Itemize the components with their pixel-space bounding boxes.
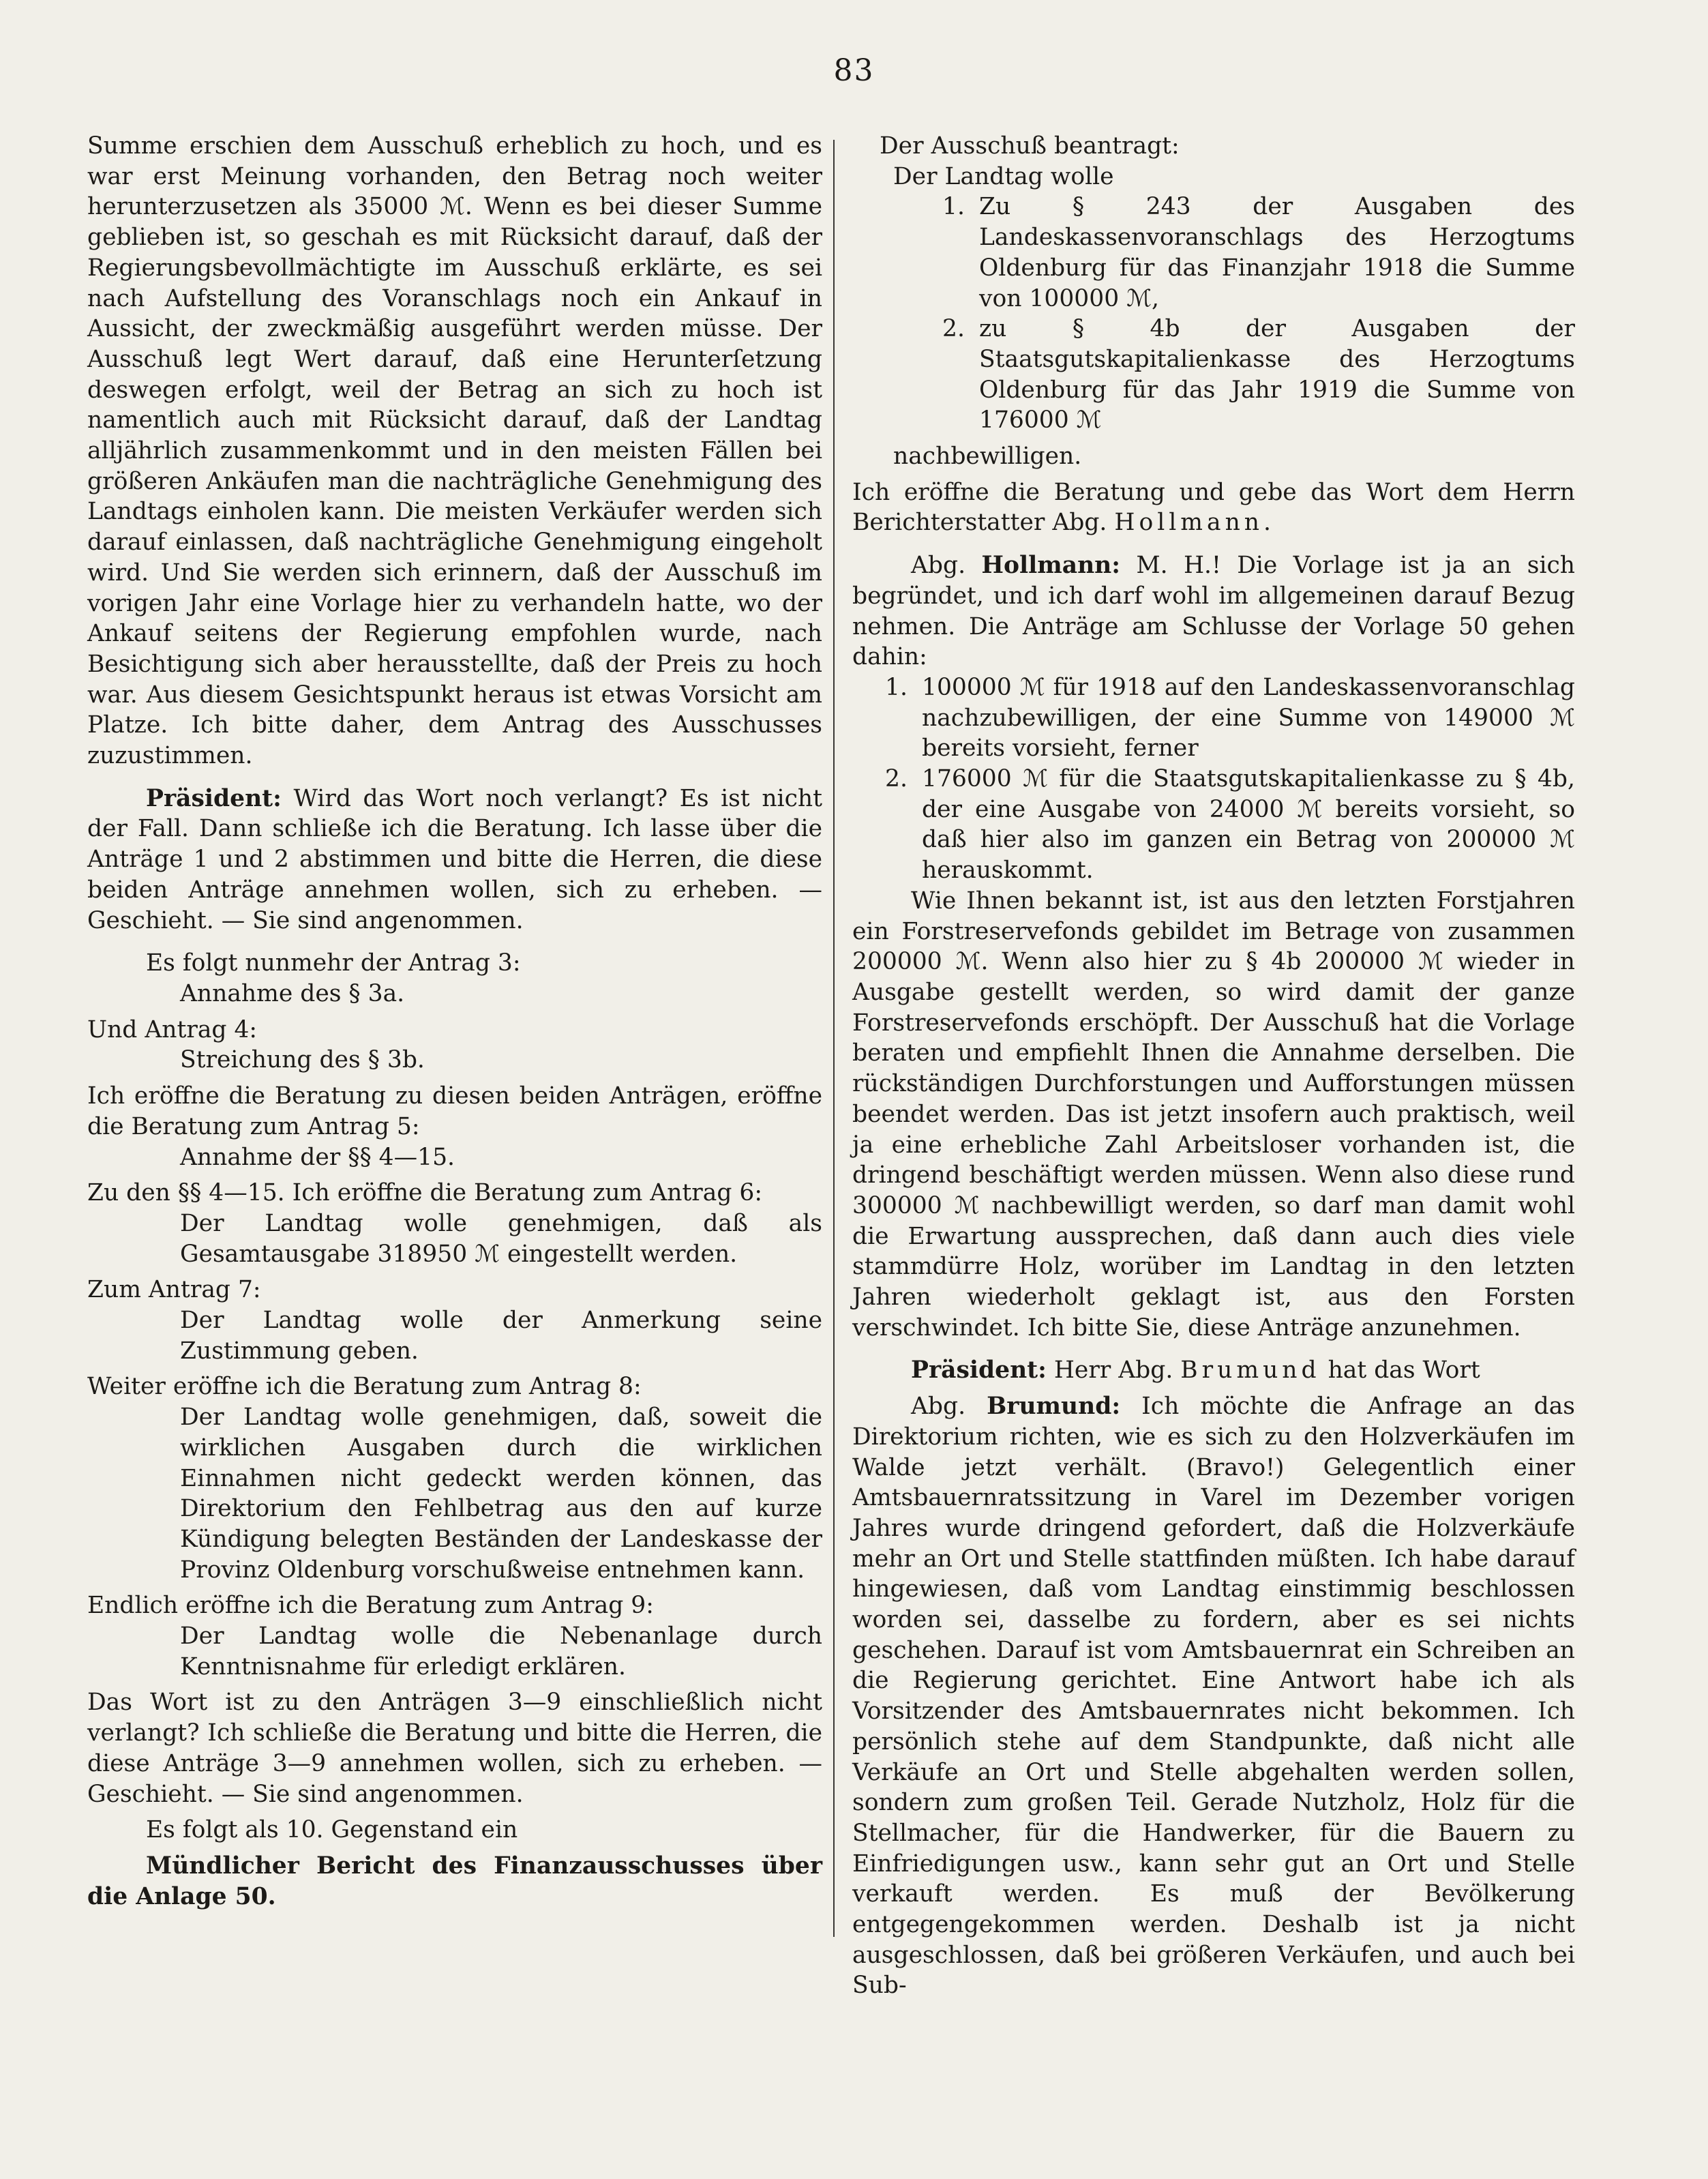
speech-text: Ich möchte die Anfrage an das Direktorium richten, wie es sich zu den Holzverkäufen im Walde jetzt verhält. (Bravo!) Gelegentlich einer Amtsbauernratssitzung in Varel im Dezember vorigen Jahres wurde dringend gefordert, daß die Holzverkäufe mehr an Ort und Stelle stattfinden müßten. Ich habe darauf hingewiesen, daß vom Landtag einstimmig beschlossen worden sei, dasselbe zu fordern, aber es sei nichts geschehen. Darauf ist vom Amtsbauernrat ein Schreiben an die Regierung gerichtet. Eine Antwort habe ich als Vorsitzender des Amtsbauernrates nicht bekommen. Ich persönlich stehe auf dem Standpunkte, daß nicht alle Verkäufe an Ort und Stelle abgehalten werden sollen, sondern zum großen Teil. Gerade Nutzholz, Holz für die Stellmacher, für die Handwerker, für die Bauern zu Einfriedigungen usw., kann sehr gut an Ort und Stelle verkauft werden. Es muß der Bevölkerung entgegengekommen werden. Deshalb ist ja nicht ausgeschlossen, daß bei größeren Verkäufen, und auch bei Sub-: [852, 1393, 1576, 2000]
paragraph: Es folgt als 10. Gegenstand ein: [146, 1816, 518, 1844]
text: Ich eröffne die Beratung und gebe das Wort dem Herrn Berichterstatter Abg.: [852, 478, 1575, 537]
speech-text: Wird das Wort noch verlangt? Es ist nicht der Fall. Dann schließe ich die Beratung. Ich lasse über die Anträge 1 und 2 abstimmen und bitte die Herren, die diese beiden Anträge annehmen wollen, sich zu erheben. — Geschieht. — Sie sind angenommen.: [87, 784, 822, 934]
motion-item: [852, 672, 1575, 764]
motion-text: Der Landtag wolle der Anmerkung seine Zustimmung geben.: [180, 1307, 822, 1365]
motion-item: [852, 764, 1575, 886]
agenda-heading: Mündlicher Bericht des Finanzausschusses über die Anlage 50.: [87, 1852, 822, 1910]
speaker-label: Brumund:: [987, 1393, 1121, 1421]
motion-text: Annahme der §§ 4—15.: [180, 1143, 455, 1171]
paragraph: [852, 477, 1575, 538]
column-divider: [833, 140, 835, 1937]
speaker-label: Präsident:: [146, 784, 282, 812]
left-column: [87, 131, 822, 1912]
paragraph: Der Ausschuß beantragt:: [880, 132, 1180, 160]
text: hat das Wort: [1328, 1357, 1480, 1384]
motion-text: Annahme des § 3a.: [180, 979, 405, 1007]
paragraph: Zu den §§ 4—15. Ich eröffne die Beratung zum Antrag 6:: [87, 1179, 762, 1207]
paragraph: Summe erschien dem Ausschuß erheblich zu hoch, und es war erst Meinung vorhanden, den Betrag noch weiter herunterzusetzen als 35000 ℳ. Wenn es bei dieser Summe geblieben ist, so geschah es mit Rücksicht darauf, daß der Regierungsbevollmächtigte im Ausschuß erklärte, es sei nach Aufstellung des Voranschlags noch ein Ankauf in Aussicht, der zweckmäßig ausgeführt werden müsse. Der Ausschuß legt Wert darauf, daß eine Herunterſetzung deswegen erfolgt, weil der Betrag an sich zu hoch ist namentlich auch mit Rücksicht darauf, daß der Landtag alljährlich zusammenkommt und in den meisten Fällen bei größeren Ankäufen man die nachträgliche Genehmigung des Landtags einholen kann. Die meisten Verkäufer werden sich darauf einlassen, daß nachträgliche Genehmigung eingeholt wird. Und Sie werden sich erinnern, daß der Ausschuß im vorigen Jahr eine Vorlage hier zu verhandeln hatte, wo der Ankauf seitens der Regierung empfohlen wurde, nach Besichtigung sich aber herausstellte, daß der Preis zu hoch war. Aus diesem Gesichtspunkt heraus ist etwas Vorsicht am Platze. Ich bitte daher, dem Antrag des Ausschusses zuzustimmen.: [87, 132, 822, 770]
speech-text: M. H.! Die Vorlage ist ja an sich begründet, und ich darf wohl im allgemeinen darauf Bezug nehmen. Die Anträge am Schlusse der Vorlage 50 gehen dahin:: [852, 552, 1576, 671]
paragraph: [852, 1355, 1575, 1386]
page-number: 83: [833, 53, 875, 88]
paragraph: Zum Antrag 7:: [87, 1276, 261, 1304]
paragraph: nachbewilligen.: [893, 443, 1082, 471]
motion-text: Der Landtag wolle genehmigen, daß als Gesamtausgabe 318950 ℳ eingestellt werden.: [180, 1209, 822, 1268]
paragraph: [852, 550, 1575, 672]
paragraph: Das Wort ist zu den Anträgen 3—9 einschließlich nicht verlangt? Ich schließe die Beratung und bitte die Herren, die diese Anträge 3—9 annehmen wollen, sich zu erheben. — Geschieht. — Sie sind angenommen.: [87, 1689, 822, 1808]
paragraph: Es folgt nunmehr der Antrag 3:: [146, 949, 521, 977]
item-text: 176000 ℳ für die Staatsgutskapitalienkasse zu § 4b, der eine Ausgabe von 24000 ℳ bereits vorsieht, so daß hier also im ganzen ein Betrag von 200000 ℳ herauskommt.: [922, 765, 1575, 885]
motion-item: [852, 192, 1575, 314]
item-text: Zu § 243 der Ausgaben des Landeskassenvoranschlags des Herzogtums Oldenburg für das Finanzjahr 1918 die Summe von 100000 ℳ,: [979, 193, 1575, 312]
speaker-label: Präsident:: [911, 1357, 1047, 1384]
paragraph: Der Landtag wolle: [893, 162, 1114, 190]
speaker-name: Brumund: [1180, 1357, 1321, 1384]
paragraph: [852, 1391, 1575, 2001]
item-number: 1.: [942, 193, 965, 221]
paragraph: Und Antrag 4:: [87, 1016, 258, 1043]
text: .: [1263, 509, 1271, 537]
right-column: [852, 131, 1575, 2001]
item-number: 1.: [885, 673, 908, 701]
motion-item: [852, 314, 1575, 436]
paragraph: Weiter eröffne ich die Beratung zum Antrag 8:: [87, 1373, 642, 1401]
paragraph: Wie Ihnen bekannt ist, ist aus den letzten Forstjahren ein Forstreservefonds gebildet im Betrage von zusammen 200000 ℳ. Wenn also hier zu § 4b 200000 ℳ wieder in Ausgabe gestellt werden, so wird damit der ganze Forstreservefonds erschöpft. Der Ausschuß hat die Vorlage beraten und empfiehlt Ihnen die Annahme derselben. Die rückständigen Durchforstungen und Aufforstungen müssen beendet werden. Das ist jetzt insofern auch praktisch, weil ja eine erhebliche Zahl Arbeitsloser vorhanden ist, die dringend beschäftigt werden müssen. Wenn also diese rund 300000 ℳ nachbewilligt werden, so darf man damit wohl die Erwartung aussprechen, daß dann auch dies viele stammdürre Holz, worüber im Landtag in den letzten Jahren wiederholt geklagt ist, aus den Forsten verschwindet. Ich bitte Sie, diese Anträge anzunehmen.: [852, 887, 1575, 1342]
text: Herr Abg.: [1053, 1357, 1173, 1384]
item-text: zu § 4b der Ausgaben der Staatsgutskapitalienkasse des Herzogtums Oldenburg für das Jahr 1919 die Summe von 176000 ℳ: [979, 315, 1575, 434]
item-text: 100000 ℳ für 1918 auf den Landeskassenvoranschlag nachzubewilligen, der eine Summe von 149000 ℳ bereits vorsieht, ferner: [922, 673, 1575, 762]
motion-text: Der Landtag wolle die Nebenanlage durch Kenntnisnahme für erledigt erklären.: [180, 1622, 822, 1680]
paragraph: Endlich eröffne ich die Beratung zum Antrag 9:: [87, 1592, 654, 1620]
motion-text: Der Landtag wolle genehmigen, daß, soweit die wirklichen Ausgaben durch die wirklichen Einnahmen nicht gedeckt werden können, das Direktorium den Fehlbetrag aus den auf kurze Kündigung belegten Beständen der Landeskasse der Provinz Oldenburg vorschußweise entnehmen kann.: [180, 1404, 822, 1584]
item-number: 2.: [942, 315, 965, 343]
speaker-name: Hollmann: [1114, 509, 1264, 537]
text: Abg.: [911, 552, 966, 580]
speaker-label: Hollmann:: [981, 552, 1120, 580]
text: Abg.: [911, 1393, 966, 1421]
paragraph: Ich eröffne die Beratung zu diesen beiden Anträgen, eröffne die Beratung zum Antrag 5:: [87, 1082, 822, 1140]
motion-text: Streichung des § 3b.: [180, 1046, 425, 1074]
item-number: 2.: [885, 765, 908, 793]
paragraph: [87, 784, 822, 936]
